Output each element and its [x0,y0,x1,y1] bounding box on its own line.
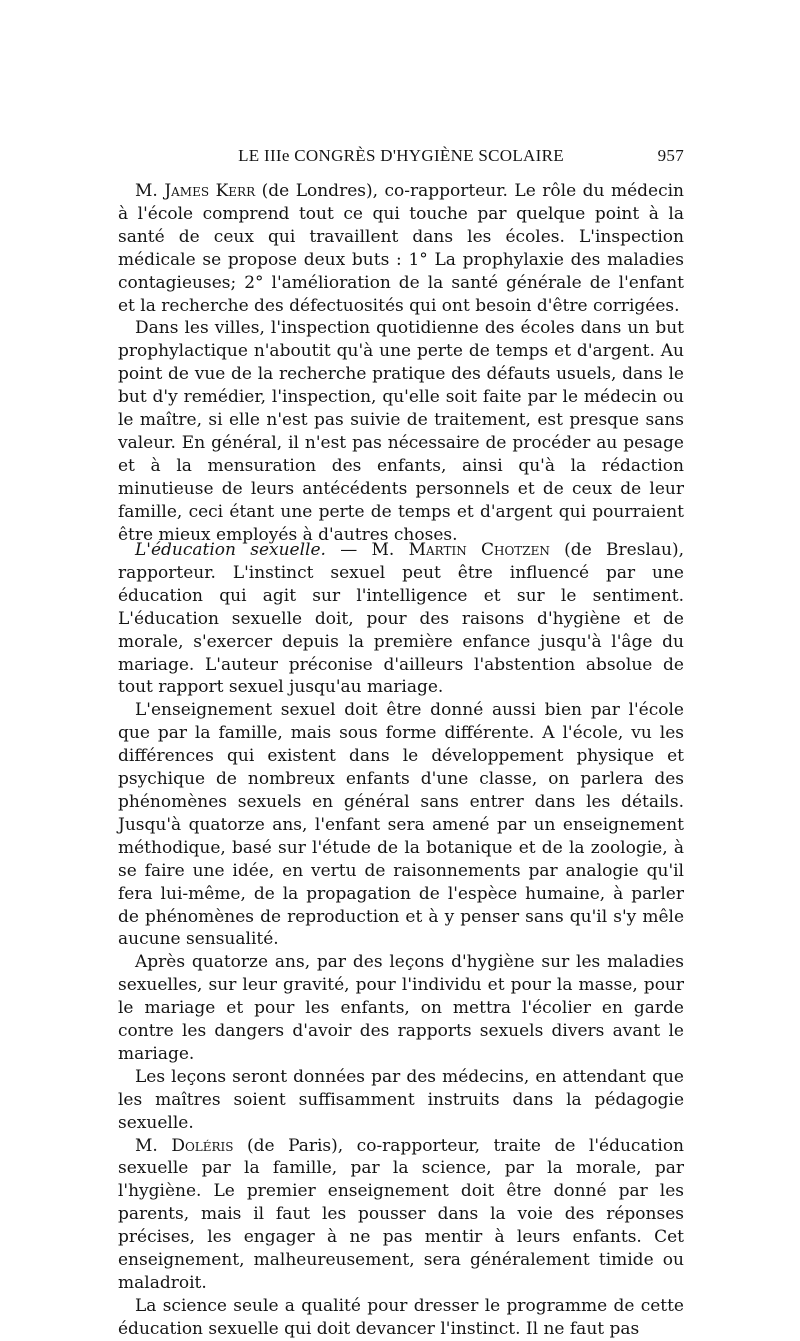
paragraph-text: (de Londres), co-rapporteur. Le rôle du médecin à l'école comprend tout ce qui touche par quelque point à la santé de ceux qui travaillent dans les écoles. L'inspection médicale se propose deux buts : 1° La prophylaxie des maladies contagieuses; 2° l'amélioration de la santé générale de l'enfant et la recherche des défectuosités qui ont besoin d'être corrigées. [118,181,685,316]
paragraph [118,1135,684,1295]
speaker-name: James Kerr [164,181,256,201]
sex-education-section [118,539,684,1341]
paragraph-text: (de Breslau), rapporteur. L'instinct sexuel peut être influencé par une éducation qui agit sur l'intelligence et sur le sentiment. L'éducation sexuelle doit, pour des raisons d'hygiène et de morale, s'exercer depuis la première enfance jusqu'à l'âge du mariage. L'auteur préconise d'ailleurs l'abstention absolue de tout rapport sexuel jusqu'au mariage. [118,540,684,698]
speaker-name: Martin Chotzen [408,540,550,560]
section-heading: L'éducation sexuelle. [135,540,326,560]
kerr-report-section [118,180,684,547]
paragraph-text: (de Paris), co-rapporteur, traite de l'éducation sexuelle par la famille, par la science, par la morale, par l'hygiène. Le premier enseignement doit être donné par les parents, mais il faut les pousser dans la voie des réponses précises, les engager à ne pas mentir à leurs enfants. Cet enseignement, malheureusement, sera généralement timide ou maladroit. [118,1135,685,1293]
paragraph: La science seule a qualité pour dresser le programme de cette éducation sexuelle qui doit devancer l'instinct. Il ne faut pas [118,1295,684,1339]
paragraph-lead: M. [135,181,165,201]
running-head [118,146,684,170]
paragraph: L'enseignement sexuel doit être donné aussi bien par l'école que par la famille, mais sous forme différente. A l'école, vu les différences qui existent dans le développement physique et psychique de nombreux enfants d'une classe, on parlera des phénomènes sexuels en général sans entrer dans les détails. Jusqu'à quatorze ans, l'enfant sera amené par un enseignement méthodique, basé sur l'étude de la botanique et de la zoologie, à se faire une idée, en vertu de raisonnements par analogie qu'il fera lui-même, de la propagation de l'espèce humaine, à parler de phénomènes de reproduction et à y penser sans qu'il s'y mêle aucune sensualité. [118,700,684,950]
paragraph [118,539,684,699]
paragraph: Dans les villes, l'inspection quotidienne des écoles dans un but prophylactique n'aboutit qu'à une perte de temps et d'argent. Au point de vue de la recherche pratique des défauts usuels, dans le but d'y remédier, l'inspection, qu'elle soit faite par le médecin ou le maître, si elle n'est pas suivie de traitement, est presque sans valeur. En général, il n'est pas nécessaire de procéder au pesage et à la mensuration des enfants, ainsi qu'à la rédaction minutieuse de leurs antécédents personnels et de ceux de leur famille, ceci étant une perte de temps et d'argent qui pourraient être mieux employés à d'autres choses. [118,318,684,545]
paragraph: Après quatorze ans, par des leçons d'hygiène sur les maladies sexuelles, sur leur gravité, pour l'individu et pour la masse, pour le mariage et pour les enfants, on mettra l'écolier en garde contre les dangers d'avoir des rapports sexuels divers avant le mariage. [118,952,684,1064]
heading-dash: — M. [325,540,409,560]
paragraph [118,180,684,317]
speaker-name: Doléris [171,1135,234,1156]
running-head-title: LE IIIe CONGRÈS D'HYGIÈNE SCOLAIRE [238,146,564,165]
paragraph: Les leçons seront données par des médecins, en attendant que les maîtres soient suffisamment instruits dans la pédagogie sexuelle. [118,1066,684,1133]
page-number: 957 [657,146,684,165]
paragraph-lead: M. [135,1135,172,1156]
